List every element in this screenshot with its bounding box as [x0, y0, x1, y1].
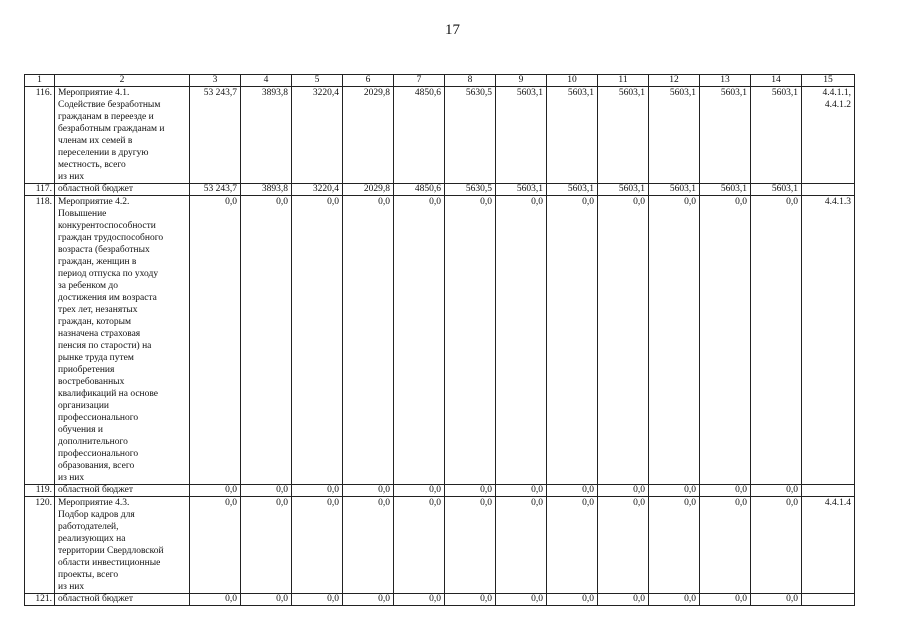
- value-cell: 0,0: [292, 594, 343, 606]
- table-row: [25, 87, 855, 184]
- target-indicator: [802, 184, 855, 196]
- value-cell: 0,0: [700, 196, 751, 485]
- value-cell: 5630,5: [445, 87, 496, 184]
- value-cell: 0,0: [649, 485, 700, 497]
- table-row: [25, 485, 855, 497]
- header-cell: 6: [343, 75, 394, 87]
- header-cell: 14: [751, 75, 802, 87]
- row-description: Мероприятие 4.3. Подбор кадров для работодателей, реализующих на территории Свердловской области инвестиционные проекты, всего из них: [55, 497, 190, 594]
- value-cell: 0,0: [394, 594, 445, 606]
- value-cell: 0,0: [751, 497, 802, 594]
- value-cell: 0,0: [190, 196, 241, 485]
- value-cell: 0,0: [190, 485, 241, 497]
- value-cell: 5603,1: [700, 184, 751, 196]
- value-cell: 0,0: [190, 594, 241, 606]
- value-cell: 0,0: [445, 196, 496, 485]
- value-cell: 0,0: [241, 196, 292, 485]
- row-number: 119.: [25, 485, 55, 497]
- value-cell: 0,0: [649, 594, 700, 606]
- value-cell: 5603,1: [598, 184, 649, 196]
- budget-table: [24, 74, 855, 606]
- value-cell: 0,0: [649, 196, 700, 485]
- value-cell: 53 243,7: [190, 87, 241, 184]
- table-row: [25, 497, 855, 594]
- value-cell: 0,0: [649, 497, 700, 594]
- header-cell: 9: [496, 75, 547, 87]
- row-number: 121.: [25, 594, 55, 606]
- header-cell: 7: [394, 75, 445, 87]
- value-cell: 0,0: [394, 497, 445, 594]
- value-cell: 0,0: [394, 485, 445, 497]
- value-cell: 0,0: [496, 485, 547, 497]
- row-description: Мероприятие 4.2. Повышение конкурентоспособности граждан трудоспособного возраста (безработных граждан, женщин в период отпуска по уходу за ребенком до достижения им возраста трех лет, незанятых граждан, которым назначена страховая пенсия по старости) на рынке труда путем приобретения востребованных квалификаций на основе организации профессионального обучения и дополнительного профессионального образования, всего из них: [55, 196, 190, 485]
- value-cell: 0,0: [598, 196, 649, 485]
- value-cell: 5603,1: [547, 184, 598, 196]
- value-cell: 4850,6: [394, 184, 445, 196]
- header-row: [25, 75, 855, 87]
- value-cell: 0,0: [598, 485, 649, 497]
- value-cell: 0,0: [445, 594, 496, 606]
- header-cell: 4: [241, 75, 292, 87]
- row-description: Мероприятие 4.1. Содействие безработным гражданам в переезде и безработным гражданам и членам их семей в переселении в другую местность, всего из них: [55, 87, 190, 184]
- value-cell: 0,0: [394, 196, 445, 485]
- value-cell: 0,0: [547, 485, 598, 497]
- value-cell: 3893,8: [241, 184, 292, 196]
- value-cell: 0,0: [343, 594, 394, 606]
- value-cell: 0,0: [190, 497, 241, 594]
- value-cell: 0,0: [292, 497, 343, 594]
- value-cell: 3893,8: [241, 87, 292, 184]
- value-cell: 0,0: [343, 497, 394, 594]
- value-cell: 0,0: [547, 497, 598, 594]
- value-cell: 5603,1: [598, 87, 649, 184]
- value-cell: 0,0: [700, 497, 751, 594]
- value-cell: 0,0: [292, 196, 343, 485]
- header-cell: 1: [25, 75, 55, 87]
- value-cell: 0,0: [241, 594, 292, 606]
- value-cell: 2029,8: [343, 87, 394, 184]
- value-cell: 0,0: [751, 196, 802, 485]
- value-cell: 0,0: [445, 497, 496, 594]
- header-cell: 5: [292, 75, 343, 87]
- target-indicator: 4.4.1.3: [802, 196, 855, 485]
- value-cell: 0,0: [496, 594, 547, 606]
- table-row: [25, 196, 855, 485]
- header-cell: 3: [190, 75, 241, 87]
- row-number: 120.: [25, 497, 55, 594]
- value-cell: 5603,1: [649, 87, 700, 184]
- row-number: 117.: [25, 184, 55, 196]
- value-cell: 0,0: [445, 485, 496, 497]
- value-cell: 3220,4: [292, 87, 343, 184]
- row-description: областной бюджет: [55, 594, 190, 606]
- value-cell: 0,0: [700, 485, 751, 497]
- header-cell: 2: [55, 75, 190, 87]
- table-row: [25, 594, 855, 606]
- target-indicator: 4.4.1.1, 4.4.1.2: [802, 87, 855, 184]
- value-cell: 5603,1: [751, 184, 802, 196]
- value-cell: 5603,1: [700, 87, 751, 184]
- value-cell: 0,0: [496, 196, 547, 485]
- page-number: 17: [445, 22, 460, 38]
- header-cell: 12: [649, 75, 700, 87]
- value-cell: 5603,1: [496, 87, 547, 184]
- value-cell: 5603,1: [547, 87, 598, 184]
- value-cell: 4850,6: [394, 87, 445, 184]
- header-cell: 13: [700, 75, 751, 87]
- table-row: [25, 184, 855, 196]
- value-cell: 0,0: [241, 485, 292, 497]
- value-cell: 0,0: [292, 485, 343, 497]
- value-cell: 5603,1: [496, 184, 547, 196]
- value-cell: 5603,1: [649, 184, 700, 196]
- value-cell: 0,0: [547, 196, 598, 485]
- value-cell: 3220,4: [292, 184, 343, 196]
- target-indicator: [802, 594, 855, 606]
- target-indicator: [802, 485, 855, 497]
- value-cell: 0,0: [343, 485, 394, 497]
- value-cell: 0,0: [343, 196, 394, 485]
- value-cell: 0,0: [496, 497, 547, 594]
- row-description: областной бюджет: [55, 184, 190, 196]
- header-cell: 15: [802, 75, 855, 87]
- value-cell: 2029,8: [343, 184, 394, 196]
- header-cell: 10: [547, 75, 598, 87]
- row-number: 118.: [25, 196, 55, 485]
- row-description: областной бюджет: [55, 485, 190, 497]
- value-cell: 53 243,7: [190, 184, 241, 196]
- value-cell: 0,0: [751, 594, 802, 606]
- value-cell: 0,0: [598, 594, 649, 606]
- row-number: 116.: [25, 87, 55, 184]
- target-indicator: 4.4.1.4: [802, 497, 855, 594]
- value-cell: 5630,5: [445, 184, 496, 196]
- header-cell: 8: [445, 75, 496, 87]
- header-cell: 11: [598, 75, 649, 87]
- value-cell: 0,0: [700, 594, 751, 606]
- value-cell: 0,0: [751, 485, 802, 497]
- value-cell: 0,0: [547, 594, 598, 606]
- value-cell: 0,0: [241, 497, 292, 594]
- value-cell: 0,0: [598, 497, 649, 594]
- value-cell: 5603,1: [751, 87, 802, 184]
